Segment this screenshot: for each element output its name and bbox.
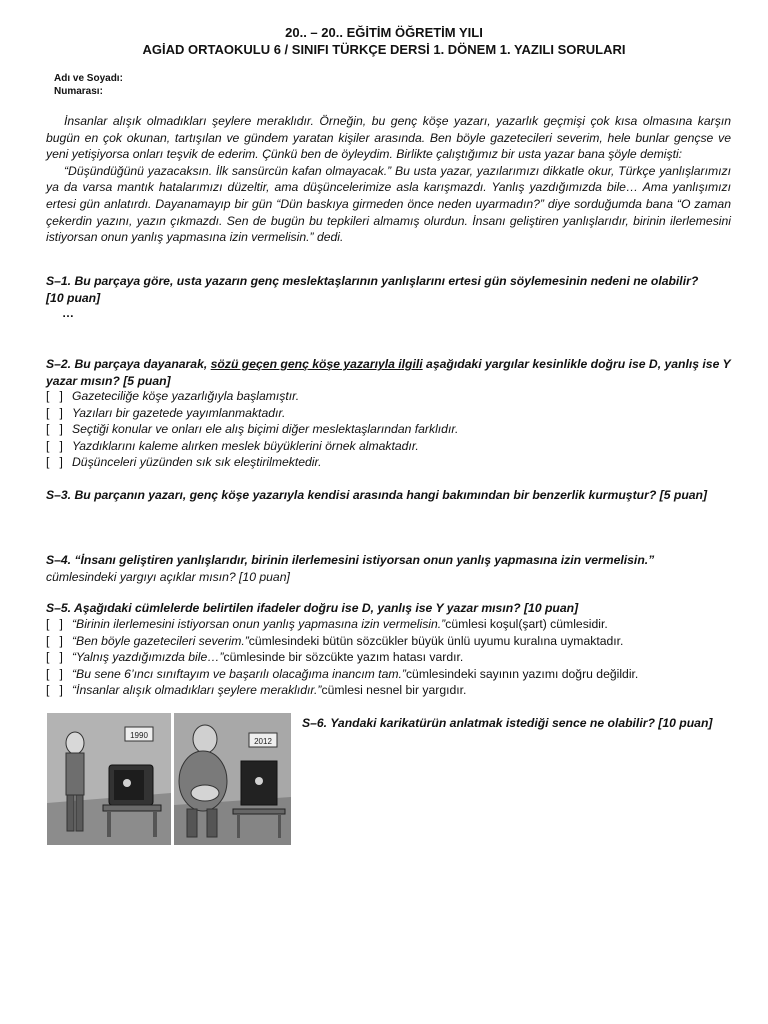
answer-bracket: [ ]: [46, 438, 63, 453]
question-1-points: [10 puan]: [46, 290, 101, 305]
q5-option-rest: cümlesi nesnel bir yargıdır.: [321, 683, 467, 698]
student-info: [54, 72, 123, 98]
answer-bracket: [ ]: [46, 422, 63, 437]
q2-option-5[interactable]: [46, 454, 732, 471]
q2-option-text: Gazeteciliğe köşe yazarlığıyla başlamıştır.: [72, 389, 300, 403]
question-2-text-a: S–2. Bu parçaya dayanarak,: [46, 357, 211, 371]
question-2-options: [46, 388, 732, 471]
q5-option-quote: “Yalnış yazdığımızda bile…”: [72, 650, 224, 665]
answer-bracket: [ ]: [46, 389, 63, 403]
q5-option-quote: “Birinin ilerlemesini istiyorsan onun yanlış yapmasına izin vermelisin.”: [72, 617, 446, 631]
question-5-text: S–5. Aşağıdaki cümlelerde belirtilen ifadeler doğru ise D, yanlış ise Y yazar mısın? [10 puan]: [46, 601, 579, 615]
answer-bracket: [ ]: [46, 683, 63, 698]
q2-option-3[interactable]: [46, 421, 732, 438]
number-label: Numarası:: [54, 86, 103, 97]
question-3: [46, 487, 732, 504]
q2-option-1[interactable]: [46, 388, 732, 405]
q5-option-4[interactable]: [46, 666, 732, 683]
question-3-text: S–3. Bu parçanın yazarı, genç köşe yazarıyla kendisi arasında hangi bakımından bir benzerlik kurmuştur? [5 puan]: [46, 488, 708, 502]
cartoon-year-right: 2012: [254, 737, 272, 746]
q2-option-text: Düşünceleri yüzünden sık sık eleştirilmektedir.: [72, 455, 322, 470]
q2-option-4[interactable]: [46, 438, 732, 455]
answer-bracket: [ ]: [46, 633, 63, 648]
answer-bracket: [ ]: [46, 666, 63, 681]
question-6: [302, 715, 732, 732]
q2-option-text: Yazıları bir gazetede yayımlanmaktadır.: [72, 405, 286, 420]
question-5-options: [46, 616, 732, 699]
question-2-text-b: aşağıdaki yargılar kesinlikle doğru ise D, yanlış ise Y yazar mısın? [5 puan]: [46, 357, 731, 388]
reading-passage: [46, 113, 731, 246]
name-label: Adı ve Soyadı:: [54, 73, 123, 84]
question-6-text: S–6. Yandaki karikatürün anlatmak istediği sence ne olabilir? [10 puan]: [302, 716, 713, 730]
question-2: [46, 356, 732, 389]
cartoon-image: [47, 713, 291, 845]
question-4: [46, 552, 732, 585]
header-title: AGİAD ORTAOKULU 6 / SINIFI TÜRKÇE DERSİ 1. DÖNEM 1. YAZILI SORULARI: [142, 42, 626, 57]
q5-option-rest: cümlesindeki sayının yazımı doğru değildir.: [405, 666, 639, 681]
passage-paragraph-1: İnsanlar alışık olmadıkları şeylere meraklıdır. Örneğin, bu genç köşe yazarı, yazarlık geçmişi çok kısa olmasına karşın bugün en çok okunan, tartışılan ve gündem yaratan kişiler arasında. Ben böyle gazetecileri severim, hele bunlar gençse ve yeni yetişiyorsa onları teşvik de ederim. Çünkü ben de öyleydim. Birlikte çalıştığımız bir usta yazar bana şöyle demişti:: [46, 114, 731, 162]
question-1: [46, 273, 732, 306]
question-1-text: S–1. Bu parçaya göre, usta yazarın genç meslektaşlarının yanlışlarını ertesi gün söylemesinin nedeni ne olabilir?: [46, 274, 699, 288]
question-2-underlined: sözü geçen genç köşe yazarıyla ilgili: [210, 357, 423, 371]
header-year: 20.. – 20.. EĞİTİM ÖĞRETİM YILI: [285, 25, 483, 40]
cartoon-year-left: 1990: [130, 731, 148, 740]
q5-option-rest: cümlesindeki bütün sözcükler büyük ünlü uyumu kuralına uymaktadır.: [248, 633, 624, 648]
q5-option-quote: “İnsanlar alışık olmadıkları şeylere meraklıdır.”: [72, 683, 322, 698]
q5-option-5[interactable]: [46, 682, 732, 699]
q2-option-text: Yazdıklarını kaleme alırken meslek büyüklerini örnek almaktadır.: [72, 438, 419, 453]
question-4-text-2: cümlesindeki yargıyı açıklar mısın? [10 puan]: [46, 569, 290, 584]
q2-option-text: Seçtiği konular ve onları ele alış biçimi diğer meslektaşlarından farklıdır.: [72, 422, 459, 437]
answer-bracket: [ ]: [46, 405, 63, 420]
q5-option-3[interactable]: [46, 649, 732, 666]
q5-option-1[interactable]: [46, 616, 732, 633]
question-4-text: S–4. “İnsanı geliştiren yanlışlarıdır, birinin ilerlemesini istiyorsan onun yanlış yapmasına izin vermelisin.”: [46, 553, 655, 567]
exam-header: [0, 24, 768, 58]
q5-option-rest: cümlesi koşul(şart) cümlesidir.: [445, 617, 608, 631]
question-5: [46, 600, 732, 617]
q2-option-2[interactable]: [46, 405, 732, 422]
passage-paragraph-2: “Düşündüğünü yazacaksın. İlk sansürcün kafan olmayacak.” Bu usta yazar, yazılarımızı dikkatle okur, Türkçe yanlışlarımızı ya da varsa mantık hatalarımızı düzeltir, ama düşüncelerimize asla karışmazdı. Yanlış yazdığımızda bile… Ama yanlışımızı ertesi gün anlatırdı. Dayanamayıp bir gün “Dün baskıya girmeden önce neden uyarmadın?” diye sorduğumda bana “O zaman çekerdin yazını, yazın çıkmazdı. Sen de bugün bu tepkileri almamış olurdun. İnsanı geliştiren yanlışlarıdır, birinin ilerlemesini istiyorsan onun yanlış yapmasına izin vermelisin.” dedi.: [46, 163, 731, 245]
answer-bracket: [ ]: [46, 650, 63, 665]
answer-bracket: [ ]: [46, 455, 63, 470]
q5-option-quote: “Bu sene 6’ıncı sınıftayım ve başarılı olacağıma inancım tam.”: [72, 666, 406, 681]
q5-option-2[interactable]: [46, 633, 732, 650]
question-1-answer: …: [62, 306, 74, 320]
q5-option-rest: cümlesinde bir sözcükte yazım hatası vardır.: [223, 650, 464, 665]
answer-bracket: [ ]: [46, 617, 63, 631]
q5-option-quote: “Ben böyle gazetecileri severim.”: [72, 633, 249, 648]
